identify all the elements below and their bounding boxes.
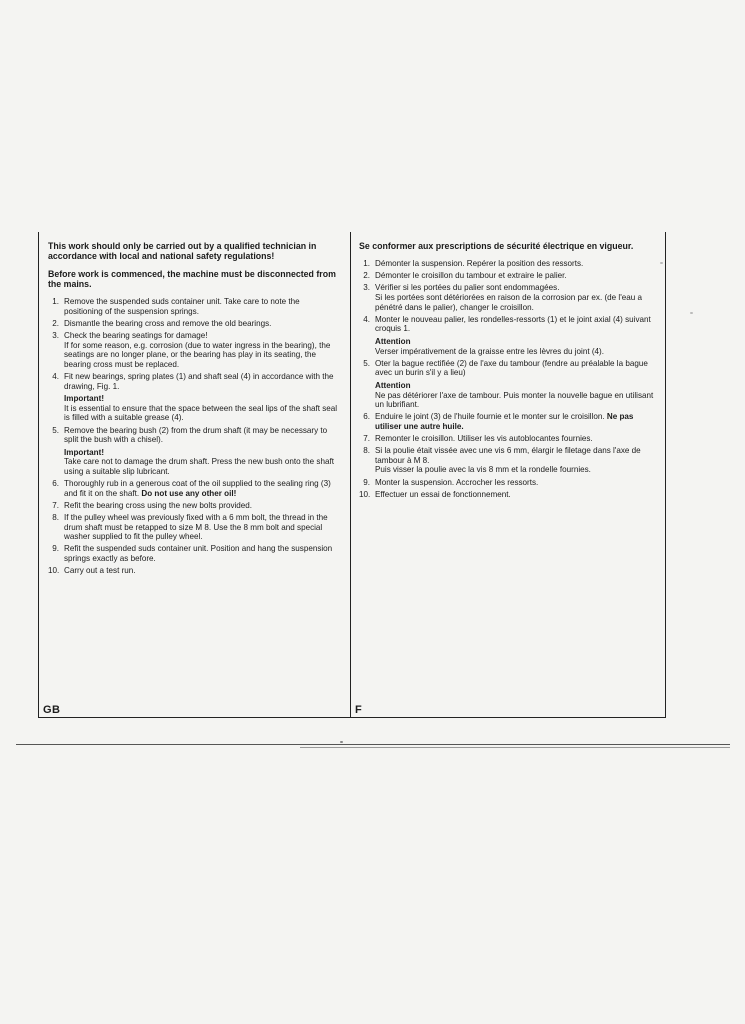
step-body	[64, 297, 338, 316]
step-body	[64, 513, 338, 542]
step-number: 5.	[363, 358, 370, 368]
step-body	[375, 283, 659, 312]
step-body	[64, 479, 338, 498]
step-item	[48, 513, 338, 542]
step-text: If the pulley wheel was previously fixed with a 6 mm bolt, the thread in the drum shaft must be retapped to size M 8. Use the 8 mm bolt and special washer supplied to fit the pulley wheel.	[64, 513, 328, 542]
f-steps-list	[359, 259, 659, 499]
step-item	[48, 544, 338, 563]
step-number: 10.	[359, 489, 371, 499]
step-number: 1.	[363, 259, 370, 268]
scan-speck	[340, 741, 343, 743]
step-number: 9.	[52, 544, 59, 554]
step-body	[64, 426, 338, 477]
step-body	[375, 271, 659, 281]
step-item	[359, 359, 659, 410]
scan-speck	[660, 262, 663, 264]
english-column	[48, 241, 338, 578]
step-text: Vérifier si les portées du palier sont endommagées.	[375, 283, 560, 293]
step-item	[48, 426, 338, 477]
step-body	[375, 412, 659, 431]
step-item	[359, 478, 659, 488]
step-item	[48, 479, 338, 498]
column-divider	[350, 232, 351, 717]
step-text: Monter le nouveau palier, les rondelles-ressorts (1) et le joint axial (4) suivant croquis 1.	[375, 314, 651, 334]
step-note: Take care not to damage the drum shaft. Press the new bush onto the shaft using a suitable slip lubricant.	[64, 457, 334, 476]
step-item	[48, 566, 338, 576]
step-number: 1.	[52, 297, 59, 306]
step-body	[375, 434, 659, 444]
step-item	[48, 372, 338, 423]
step-text: Dismantle the bearing cross and remove the old bearings.	[64, 318, 272, 328]
step-body	[64, 544, 338, 563]
step-body	[375, 490, 659, 500]
language-label-f: F	[355, 704, 363, 716]
step-number: 8.	[52, 513, 59, 523]
step-item	[359, 412, 659, 431]
step-number: 6.	[52, 479, 59, 489]
scan-edge-line	[16, 744, 730, 745]
step-note-title: Important!	[64, 447, 105, 457]
step-text: Démonter le croisillon du tambour et extraire le palier.	[375, 271, 567, 281]
step-body	[64, 372, 338, 423]
step-body	[64, 566, 338, 576]
step-body	[375, 478, 659, 488]
step-number: 10.	[48, 566, 60, 576]
step-item	[48, 501, 338, 511]
step-number: 7.	[363, 434, 370, 444]
step-item	[359, 259, 659, 269]
step-item	[48, 331, 338, 369]
step-item	[359, 490, 659, 500]
step-text: Fit new bearings, spring plates (1) and shaft seal (4) in accordance with the drawing, Fig. 1.	[64, 371, 334, 391]
step-text: Remove the bearing bush (2) from the drum shaft (it may be necessary to split the bush with a chisel).	[64, 425, 328, 445]
step-number: 7.	[52, 500, 59, 510]
step-item	[359, 315, 659, 356]
instruction-panel	[38, 232, 666, 718]
step-text: Remonter le croisillon. Utiliser les vis autoblocantes fournies.	[375, 434, 593, 444]
step-text: Démonter la suspension. Repérer la position des ressorts.	[375, 259, 584, 268]
scan-speck	[690, 312, 693, 314]
language-label-gb: GB	[43, 704, 61, 716]
step-item	[359, 283, 659, 312]
step-note-title: Important!	[64, 394, 105, 404]
step-text: Oter la bague rectifiée (2) de l'axe du tambour (fendre au préalable la bague avec un burin s'il y a lieu)	[375, 358, 648, 378]
step-item	[359, 446, 659, 475]
step-body	[375, 446, 659, 475]
step-note: Verser impérativement de la graisse entre les lèvres du joint (4).	[375, 346, 604, 356]
step-text: Refit the bearing cross using the new bolts provided.	[64, 500, 253, 510]
step-body	[375, 259, 659, 269]
step-text: Check the bearing seatings for damage!	[64, 330, 208, 340]
step-number: 4.	[363, 314, 370, 324]
step-body	[64, 319, 338, 329]
step-text: Thoroughly rub in a generous coat of the oil supplied to the sealing ring (3) and fit it on the shaft.	[64, 479, 331, 498]
gb-safety-warning: This work should only be carried out by a qualified technician in accordance with local and national safety regulations!	[48, 241, 317, 261]
step-text: Effectuer un essai de fonctionnement.	[375, 489, 511, 499]
gb-disconnect-warning: Before work is commenced, the machine must be disconnected from the mains.	[48, 269, 336, 289]
step-emphasis: Do not use any other oil!	[141, 488, 237, 498]
step-number: 8.	[363, 446, 370, 456]
step-text: Remove the suspended suds container unit. Take care to note the positioning of the suspension springs.	[64, 297, 300, 316]
step-text-continued: Si les portées sont détériorées en raison de la corrosion par ex. (de l'eau a pénétré dans le palier), changer le croisillon.	[375, 292, 642, 312]
step-text: Monter la suspension. Accrocher les ressorts.	[375, 477, 539, 487]
step-text: Si la poulie était vissée avec une vis 6 mm, élargir le filetage dans l'axe de tambour à M 8.	[375, 446, 641, 465]
gb-steps-list	[48, 297, 338, 576]
step-item	[48, 319, 338, 329]
step-item	[359, 271, 659, 281]
step-note: Ne pas détériorer l'axe de tambour. Puis monter la nouvelle bague en utilisant un lubrifiant.	[375, 390, 654, 410]
step-text: Refit the suspended suds container unit. Position and hang the suspension springs exactly as before.	[64, 544, 333, 563]
f-safety-warning: Se conformer aux prescriptions de sécurité électrique en vigueur.	[359, 241, 634, 251]
french-column	[359, 241, 659, 502]
step-text-continued: If for some reason, e.g. corrosion (due to water ingress in the bearing), the seatings are no longer plane, or the bearing has play in its seating, the bearing cross must be replaced.	[64, 340, 331, 369]
step-text-continued: Puis visser la poulie avec la vis 8 mm et la rondelle fournies.	[375, 465, 591, 475]
step-number: 4.	[52, 371, 59, 381]
step-emphasis: Ne pas utiliser une autre huile.	[375, 412, 634, 431]
step-number: 9.	[363, 477, 370, 487]
step-note-title: Attention	[375, 336, 411, 346]
step-note: It is essential to ensure that the space between the seal lips of the shaft seal is filled with a suitable grease (4).	[64, 403, 338, 423]
scan-edge-line-faint	[300, 747, 730, 748]
step-text: Enduire le joint (3) de l'huile fournie et le monter sur le croisillon.	[375, 412, 605, 422]
step-number: 6.	[363, 412, 370, 422]
step-text: Carry out a test run.	[64, 566, 136, 576]
step-body	[375, 359, 659, 410]
step-number: 3.	[363, 283, 370, 293]
step-number: 3.	[52, 330, 59, 340]
step-item	[359, 434, 659, 444]
step-note-title: Attention	[375, 380, 411, 390]
step-number: 2.	[52, 318, 59, 328]
step-body	[375, 315, 659, 356]
step-number: 5.	[52, 425, 59, 435]
step-item	[48, 297, 338, 316]
step-number: 2.	[363, 271, 370, 281]
step-body	[64, 501, 338, 511]
step-body	[64, 331, 338, 369]
